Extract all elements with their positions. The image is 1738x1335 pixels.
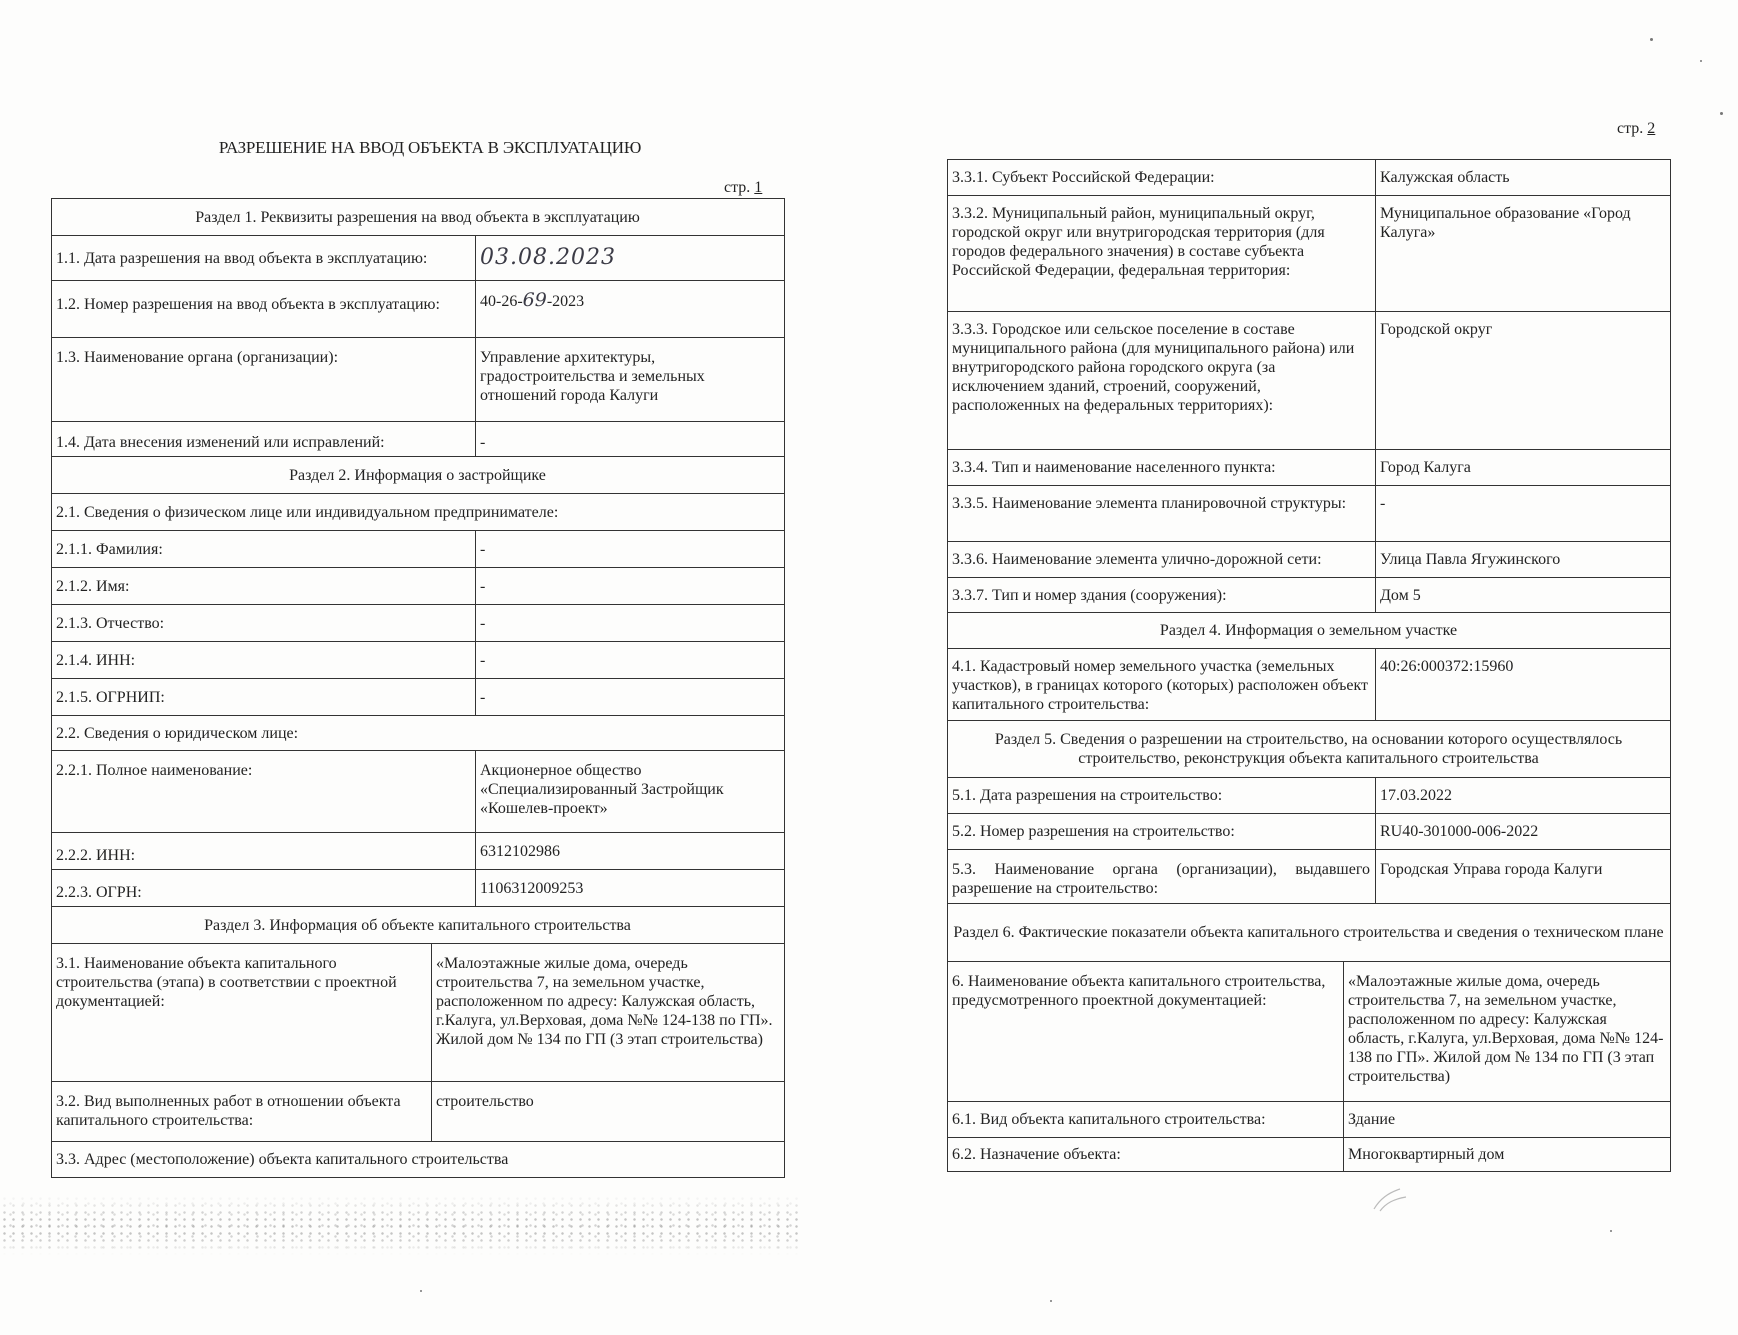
row-3-3-1-value: Калужская область [1376,160,1671,196]
row-3-1-label: 3.1. Наименование объекта капитального строительства (этапа) в соответствии с проектной документацией: [52,944,432,1082]
section-6-header: Раздел 6. Фактические показатели объекта капитального строительства и сведения о техническом плане [948,904,1671,962]
row-2-1-label: 2.1. Сведения о физическом лице или индивидуальном предпринимателе: [52,494,785,531]
row-2-1-4-label: 2.1.4. ИНН: [52,642,476,679]
row-5-3-label: 5.3. Наименование органа (организации), выдавшего разрешение на строительство: [948,850,1376,904]
row-2-2-label: 2.2. Сведения о юридическом лице: [52,716,785,751]
handwritten-date: 03.08.2023 [480,244,616,270]
row-2-1-5-value: - [476,679,785,716]
row-3-3-7-value: Дом 5 [1376,578,1671,613]
row-3-3-2-value: Муниципальное образование «Город Калуга» [1376,196,1671,312]
row-3-3-6-label: 3.3.6. Наименование элемента улично-дорожной сети: [948,542,1376,578]
row-6-1-label: 6.1. Вид объекта капитального строительства: [948,1102,1344,1138]
row-2-1-1-label: 2.1.1. Фамилия: [52,531,476,568]
row-2-1-5-label: 2.1.5. ОГРНИП: [52,679,476,716]
row-1-4-label: 1.4. Дата внесения изменений или исправлений: [52,422,476,457]
document-title: РАЗРЕШЕНИЕ НА ВВОД ОБЪЕКТА В ЭКСПЛУАТАЦИЮ [218,138,642,157]
section-5-header: Раздел 5. Сведения о разрешении на строительство, на основании которого осуществлялось строительство, реконструкция объекта капитального строительства [948,721,1671,778]
row-6-1-value: Здание [1344,1102,1671,1138]
row-3-3-3-label: 3.3.3. Городское или сельское поселение в составе муниципального района (для муниципального района) или внутригородского района городского округа (за исключением зданий, строений, сооружений, расположенных на федеральных территориях): [948,312,1376,450]
row-2-1-2-label: 2.1.2. Имя: [52,568,476,605]
permit-table-page1 [51,198,785,1178]
row-4-1-value: 40:26:000372:15960 [1376,649,1671,721]
row-1-2-value [476,281,785,338]
row-3-2-label: 3.2. Вид выполненных работ в отношении объекта капитального строительства: [52,1082,432,1142]
row-1-4-value: - [476,422,785,457]
row-2-1-2-value: - [476,568,785,605]
row-6-2-label: 6.2. Назначение объекта: [948,1138,1344,1172]
row-1-1-label: 1.1. Дата разрешения на ввод объекта в эксплуатацию: [52,236,476,281]
section-2-header: Раздел 2. Информация о застройщике [52,457,785,494]
row-1-3-value: Управление архитектуры, градостроительства и земельных отношений города Калуги [476,338,785,422]
scan-speck [1700,60,1702,62]
pencil-mark-icon [1370,1185,1410,1215]
row-3-3-5-label: 3.3.5. Наименование элемента планировочной структуры: [948,486,1376,542]
row-1-3-label: 1.3. Наименование органа (организации): [52,338,476,422]
row-5-2-label: 5.2. Номер разрешения на строительство: [948,814,1376,850]
page-number-value: 1 [754,179,763,196]
scan-speck [1610,1230,1612,1232]
section-4-header: Раздел 4. Информация о земельном участке [948,613,1671,649]
row-2-1-3-label: 2.1.3. Отчество: [52,605,476,642]
row-2-2-3-value: 1106312009253 [476,870,785,907]
row-2-1-1-value: - [476,531,785,568]
row-6-label: 6. Наименование объекта капитального строительства, предусмотренного проектной документацией: [948,962,1344,1102]
row-1-2-label: 1.2. Номер разрешения на ввод объекта в эксплуатацию: [52,281,476,338]
row-4-1-label: 4.1. Кадастровый номер земельного участка (земельных участков), в границах которого (которых) расположен объект капитального строительства: [948,649,1376,721]
permit-table-page2 [947,159,1671,1172]
row-5-1-value: 17.03.2022 [1376,778,1671,814]
permit-number-suffix: -2023 [546,293,585,310]
section-3-header: Раздел 3. Информация об объекте капитального строительства [52,907,785,944]
row-3-3-7-label: 3.3.7. Тип и номер здания (сооружения): [948,578,1376,613]
row-3-3-label: 3.3. Адрес (местоположение) объекта капитального строительства [52,1142,785,1178]
page-2 [869,0,1738,1335]
row-2-1-3-value: - [476,605,785,642]
row-2-2-2-label: 2.2.2. ИНН: [52,833,476,870]
row-3-3-4-value: Город Калуга [1376,450,1671,486]
row-3-3-3-value: Городской округ [1376,312,1671,450]
page-number-2 [1617,120,1655,138]
row-3-3-6-value: Улица Павла Ягужинского [1376,542,1671,578]
row-3-1-value: «Малоэтажные жилые дома, очередь строительства 7, на земельном участке, расположенном по адресу: Калужская область, г.Калуга, ул.Верховая, дома №№ 124-138 по ГП». Жилой дом № 134 по ГП (3 этап строительства) [432,944,785,1082]
permit-number-prefix: 40-26- [480,293,523,310]
section-1-header: Раздел 1. Реквизиты разрешения на ввод объекта в эксплуатацию [52,199,785,236]
row-2-2-2-value: 6312102986 [476,833,785,870]
page-number-1 [724,179,762,197]
row-2-2-3-label: 2.2.3. ОГРН: [52,870,476,907]
row-3-3-4-label: 3.3.4. Тип и наименование населенного пункта: [948,450,1376,486]
row-2-2-1-value: Акционерное общество «Специализированный Застройщик «Кошелев-проект» [476,751,785,833]
handwritten-permit-number: 69 [522,289,547,311]
page-number-value: 2 [1647,120,1656,137]
scan-speck [1650,38,1653,41]
row-3-3-2-label: 3.3.2. Муниципальный район, муниципальный округ, городской округ или внутригородская территория (для городов федерального значения) в составе субъекта Российской Федерации, федеральная территория: [948,196,1376,312]
row-3-3-1-label: 3.3.1. Субъект Российской Федерации: [948,160,1376,196]
scan-speck [1720,112,1723,115]
row-5-2-value: RU40-301000-006-2022 [1376,814,1671,850]
row-6-2-value: Многоквартирный дом [1344,1138,1671,1172]
scan-speck [1050,1300,1052,1302]
row-2-2-1-label: 2.2.1. Полное наименование: [52,751,476,833]
row-2-1-4-value: - [476,642,785,679]
page-label: стр. [724,179,751,196]
page-label: стр. [1617,120,1644,137]
row-5-1-label: 5.1. Дата разрешения на строительство: [948,778,1376,814]
scan-speck [420,1290,422,1292]
row-6-value: «Малоэтажные жилые дома, очередь строительства 7, на земельном участке, расположенном по адресу: Калужская область, г.Калуга, ул.Верховая, дома №№ 124-138 по ГП». Жилой дом № 134 по ГП (3 этап строительства) [1344,962,1671,1102]
row-1-1-value [476,236,785,281]
row-3-2-value: строительство [432,1082,785,1142]
scan-noise [0,1195,800,1255]
row-3-3-5-value: - [1376,486,1671,542]
row-5-3-value: Городская Управа города Калуги [1376,850,1671,904]
